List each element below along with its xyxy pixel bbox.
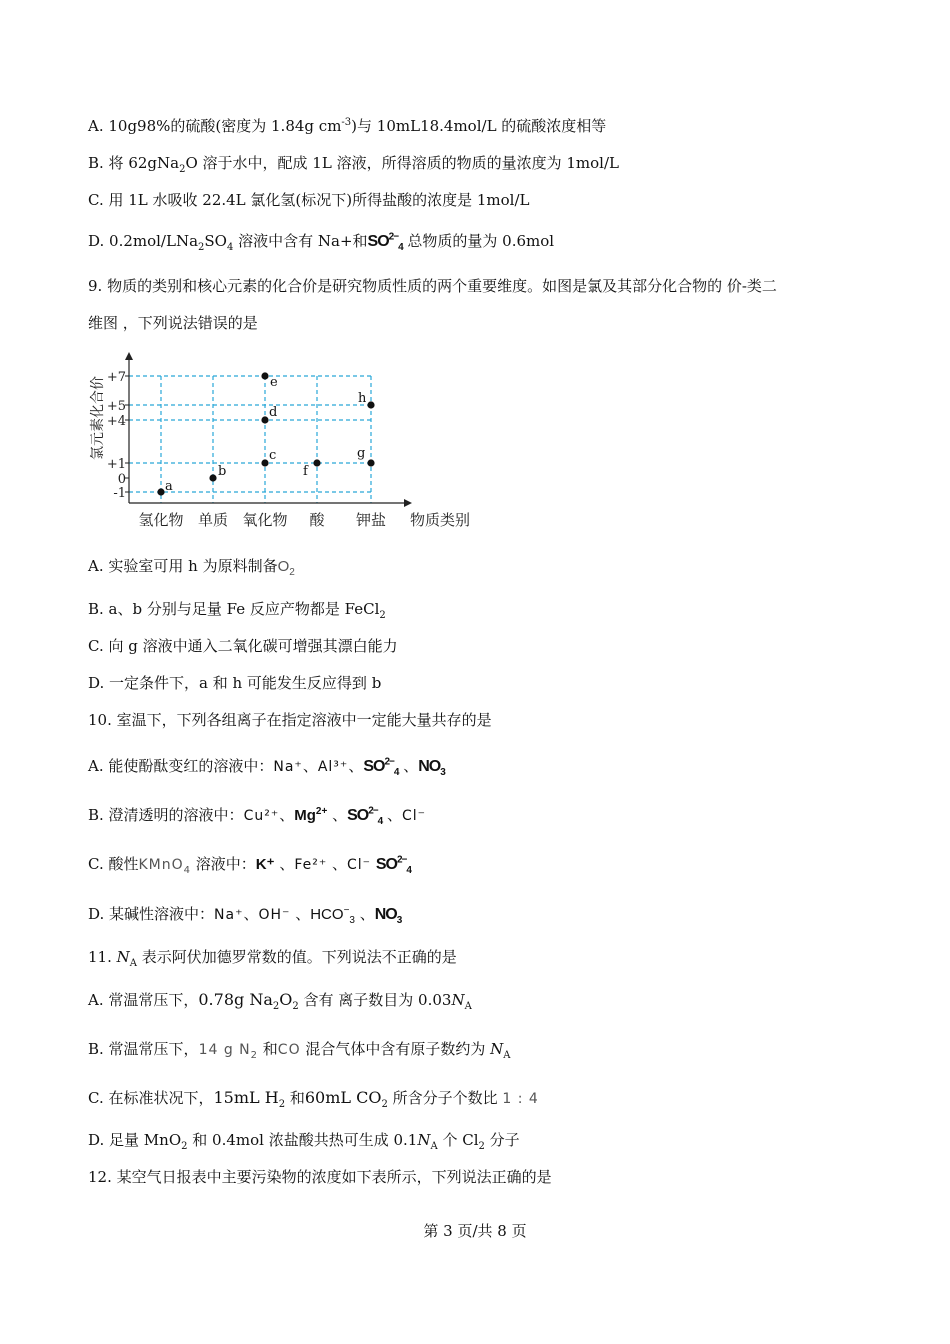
q11-b-formula — [198, 1042, 259, 1061]
q10-d-sep-2: 、 — [290, 905, 311, 923]
permanganate-formula — [138, 857, 192, 876]
q11-stem — [88, 947, 457, 967]
q10-b-ion-3-charge: 2− — [368, 805, 378, 817]
q8-d-sub-2: 4 — [226, 242, 234, 253]
q10-b-ion-3 — [347, 805, 383, 828]
q11-a-na: N — [451, 991, 465, 1009]
q10-a-text: A. 能使酚酞变红的溶液中： — [88, 757, 274, 775]
q10-b-ion-3-sub: 4 — [377, 816, 383, 828]
q11-c-formula-1 — [213, 1088, 286, 1111]
q11-c-text: C. 在标准状况下， — [88, 1089, 214, 1107]
q10-c-sep-2: 、 — [327, 855, 348, 873]
q8-d-text-3: 溶液中含有 Na+和 — [233, 232, 368, 250]
q10-d-ion-2: OH⁻ — [258, 907, 291, 923]
point-b — [209, 474, 216, 481]
q8-a-sup: -3 — [341, 117, 352, 128]
q8-d-sub-1: 2 — [198, 242, 205, 253]
point-label-b: b — [218, 464, 227, 479]
oxygen-symbol: O — [277, 558, 290, 575]
q9-option-a — [88, 556, 295, 577]
x-tick-label: 单质 — [197, 511, 229, 529]
q11-a-text: A. 常温常压下， — [88, 991, 199, 1009]
q10-b-sep-3: 、 — [382, 806, 402, 824]
point-h — [367, 401, 374, 408]
y-tick-label: 0 — [117, 472, 126, 487]
q10-b-sep-1: 、 — [279, 806, 295, 824]
q11-option-c — [88, 1088, 539, 1109]
q10-a-sep-2: 、 — [348, 757, 364, 775]
q11-d-na-sub: A — [430, 1141, 438, 1152]
q9-stem-line-1: 9. 物质的类别和核心元素的化合价是研究物质性质的两个重要维度。如图是氯及其部分化合物的 价-类二 — [88, 277, 777, 295]
q10-c-sep-1: 、 — [274, 855, 295, 873]
x-tick-label: 钾盐 — [355, 511, 387, 529]
q10-option-c — [88, 854, 411, 875]
q11-a-formula — [198, 990, 299, 1013]
q11-c-formula-1-sub: 2 — [278, 1099, 286, 1111]
q10-a-sep-3: 、 — [398, 757, 419, 775]
chart-x-axis-label: 物质类别 — [409, 511, 471, 529]
q11-b-mid: 和 — [258, 1040, 278, 1058]
q11-c-formula-2-sub: 2 — [381, 1099, 388, 1111]
q10-b-ion-2-text: Mg — [294, 807, 316, 824]
y-tick-label: +7 — [106, 370, 126, 385]
q10-c-ion-3: Cl⁻ — [347, 857, 372, 873]
q11-stem-text: 表示阿伏加德罗常数的值。下列说法不正确的是 — [136, 948, 457, 966]
x-tick-label: 氧化物 — [242, 511, 288, 529]
q10-a-ion-4-text: NO — [418, 758, 441, 775]
q9-a-text: A. 实验室可用 h 为原料制备 — [88, 557, 278, 575]
q10-b-sep-2: 、 — [327, 806, 348, 824]
q12-stem: 12. 某空气日报表中主要污染物的浓度如下表所示，下列说法正确的是 — [88, 1168, 552, 1186]
q11-a-mid: 含有 离子数目为 0.03 — [298, 991, 452, 1009]
q9-b-text: B. a、b 分别与足量 Fe 反应产物都是 FeCl — [88, 600, 380, 618]
permanganate-text: KMnO — [138, 857, 184, 873]
q11-c-formula-2 — [304, 1088, 388, 1111]
point-label-c: c — [269, 448, 277, 463]
q9-option-c: C. 向 g 溶液中通入二氧化碳可增强其漂白能力 — [88, 637, 398, 655]
q10-a-ion-3-text: SO — [363, 758, 385, 775]
q11-d-text: D. 足量 MnO — [88, 1131, 182, 1149]
page-footer: 第 3 页/共 8 页 — [423, 1222, 527, 1240]
point-label-e: e — [270, 375, 278, 390]
q10-b-ion-4: Cl⁻ — [401, 808, 427, 824]
q11-a-formula-sub-1: 2 — [272, 1001, 280, 1013]
q11-d-mid: 和 0.4mol 浓盐酸共热可生成 0.1 — [187, 1131, 418, 1149]
chart-points — [157, 372, 374, 495]
q10-d-sep-1: 、 — [243, 905, 259, 923]
sulfate-ion-charge: 2− — [388, 231, 399, 243]
q11-d-sub-2: 2 — [478, 1141, 485, 1152]
q11-option-b — [88, 1039, 511, 1060]
q11-a-formula-1: 0.78g Na — [198, 990, 273, 1009]
q10-c-ion-4-text: SO — [375, 856, 397, 873]
q10-b-text: B. 澄清透明的溶液中： — [88, 806, 244, 824]
q10-d-ion-3 — [310, 905, 355, 926]
q10-option-b — [88, 805, 426, 826]
q10-d-ion-4-text: NO — [374, 906, 397, 923]
q11-number: 11. — [88, 948, 117, 966]
chart-x-ticks — [138, 511, 386, 529]
q10-option-a — [88, 756, 445, 777]
y-tick-label: +1 — [106, 457, 126, 472]
q11-b-formula-sub: 2 — [250, 1049, 259, 1061]
x-tick-label: 酸 — [309, 511, 325, 529]
q10-d-ion-3-charge: − — [343, 905, 350, 916]
q8-d-text-2: SO — [204, 232, 227, 250]
y-axis-arrow — [125, 352, 133, 360]
q11-d-rest: 个 Cl — [437, 1131, 479, 1149]
q8-b-text-2: O 溶于水中，配成 1L 溶液，所得溶质的物质的量浓度为 1mol/L — [185, 154, 619, 172]
q11-na-symbol: N — [116, 948, 130, 966]
q11-c-formula-2-text: 60mL CO — [304, 1088, 382, 1107]
q11-d-na: N — [417, 1131, 431, 1149]
q11-d-end: 分子 — [484, 1131, 520, 1149]
q10-d-ion-4 — [374, 906, 402, 927]
valence-class-chart — [80, 348, 500, 538]
q11-b-na: N — [490, 1040, 504, 1058]
q11-c-formula-1-text: 15mL H — [213, 1088, 279, 1107]
q10-b-ion-2 — [294, 807, 327, 824]
q10-c-text: C. 酸性 — [88, 855, 139, 873]
q11-b-rest: 混合气体中含有原子数约为 — [300, 1040, 491, 1058]
point-f — [313, 459, 320, 466]
q11-a-na-sub: A — [464, 1001, 472, 1012]
chart-y-ticks — [107, 370, 129, 501]
q11-b-text: B. 常温常压下， — [88, 1040, 199, 1058]
q10-a-ion-1: Na⁺ — [273, 759, 303, 775]
q9-b-sub: 2 — [379, 610, 386, 621]
q10-b-ion-3-text: SO — [347, 807, 369, 824]
q11-c-ratio: 1 : 4 — [502, 1091, 539, 1107]
oxygen-sub: 2 — [289, 567, 295, 578]
q8-a-text-1: A. 10g98%的硫酸(密度为 1.84g cm — [88, 117, 342, 135]
q9-option-d: D. 一定条件下，a 和 h 可能发生反应得到 b — [88, 674, 382, 692]
q10-d-ion-4-sub: 3 — [396, 915, 402, 927]
q10-c-mid: 溶液中： — [191, 855, 256, 873]
q8-d-text-1: D. 0.2mol/LNa — [88, 232, 199, 250]
sulfate-ion — [367, 231, 403, 254]
point-label-f: f — [303, 464, 308, 479]
q10-c-ion-4-sub: 4 — [406, 865, 411, 877]
q10-d-ion-3-text: HCO — [310, 906, 344, 923]
q9-option-b — [88, 599, 386, 619]
q10-a-ion-2: Al³⁺ — [317, 759, 349, 775]
oxygen-formula — [277, 558, 295, 578]
q8-a-text-2: )与 10mL18.4mol/L 的硫酸浓度相等 — [351, 117, 607, 135]
y-tick-label: +4 — [106, 414, 126, 429]
q10-a-sep-1: 、 — [302, 757, 318, 775]
q11-d-sub-1: 2 — [181, 1141, 188, 1152]
q10-a-ion-3-charge: 2− — [384, 756, 394, 768]
q10-stem: 10. 室温下，下列各组离子在指定溶液中一定能大量共存的是 — [88, 711, 492, 729]
point-e — [261, 372, 268, 379]
q10-a-ion-3 — [363, 756, 399, 779]
y-tick-label: +5 — [106, 399, 126, 414]
q10-c-ion-4-charge: 2− — [396, 854, 407, 866]
q10-c-ion-1: K⁺ — [255, 856, 275, 873]
q11-c-mid: 和 — [285, 1089, 305, 1107]
q10-d-ion-1: Na⁺ — [214, 907, 244, 923]
q10-d-sep-3: 、 — [354, 905, 375, 923]
x-axis-arrow — [404, 499, 412, 507]
q8-b-sub: 2 — [179, 164, 186, 175]
q10-a-ion-4 — [418, 758, 445, 779]
point-g — [367, 459, 374, 466]
x-tick-label: 氢化物 — [138, 511, 184, 529]
point-label-d: d — [269, 405, 278, 420]
q9-stem-line-2: 维图 ，下列说法错误的是 — [88, 314, 258, 332]
q10-option-d — [88, 904, 401, 925]
q8-d-text-4: 总物质的量为 0.6mol — [402, 232, 555, 250]
q10-b-ion-2-charge: 2+ — [315, 806, 328, 817]
q11-b-formula-2: CO — [277, 1042, 301, 1058]
point-c — [261, 459, 268, 466]
q11-option-a — [88, 990, 472, 1013]
q11-b-na-sub: A — [503, 1050, 511, 1061]
q11-option-d — [88, 1130, 520, 1150]
point-label-g: g — [357, 446, 366, 461]
q8-option-c: C. 用 1L 水吸收 22.4L 氯化氢(标况下)所得盐酸的浓度是 1mol/L — [88, 191, 530, 209]
q10-c-ion-2: Fe²⁺ — [294, 857, 328, 873]
q8-b-text-1: B. 将 62gNa — [88, 154, 180, 172]
permanganate-sub: 4 — [183, 864, 192, 876]
point-label-a: a — [165, 479, 173, 494]
q8-option-d — [88, 231, 554, 252]
sulfate-ion-text: SO — [367, 233, 389, 250]
q11-c-rest: 所含分子个数比 — [387, 1089, 503, 1107]
point-label-h: h — [358, 391, 367, 406]
sulfate-ion-sub: 4 — [398, 242, 403, 254]
q10-a-ion-3-sub: 4 — [393, 767, 399, 779]
q11-b-formula-1: 14 g N — [198, 1042, 251, 1058]
q10-b-ion-1: Cu²⁺ — [243, 808, 280, 824]
y-tick-label: -1 — [113, 486, 126, 501]
q11-na-sub: A — [129, 958, 137, 969]
chart-y-axis-label: 氯元素化合价 — [90, 376, 106, 460]
q10-d-ion-3-sub: 3 — [349, 915, 355, 926]
q10-d-text: D. 某碱性溶液中： — [88, 905, 215, 923]
q10-c-ion-4 — [375, 854, 411, 877]
point-a — [157, 488, 164, 495]
point-d — [261, 416, 268, 423]
q10-a-ion-4-sub: 3 — [440, 767, 445, 779]
q8-option-a — [88, 116, 606, 136]
q11-a-formula-2: O — [279, 990, 293, 1009]
q8-option-b — [88, 153, 619, 173]
q11-a-formula-sub-2: 2 — [292, 1001, 299, 1013]
